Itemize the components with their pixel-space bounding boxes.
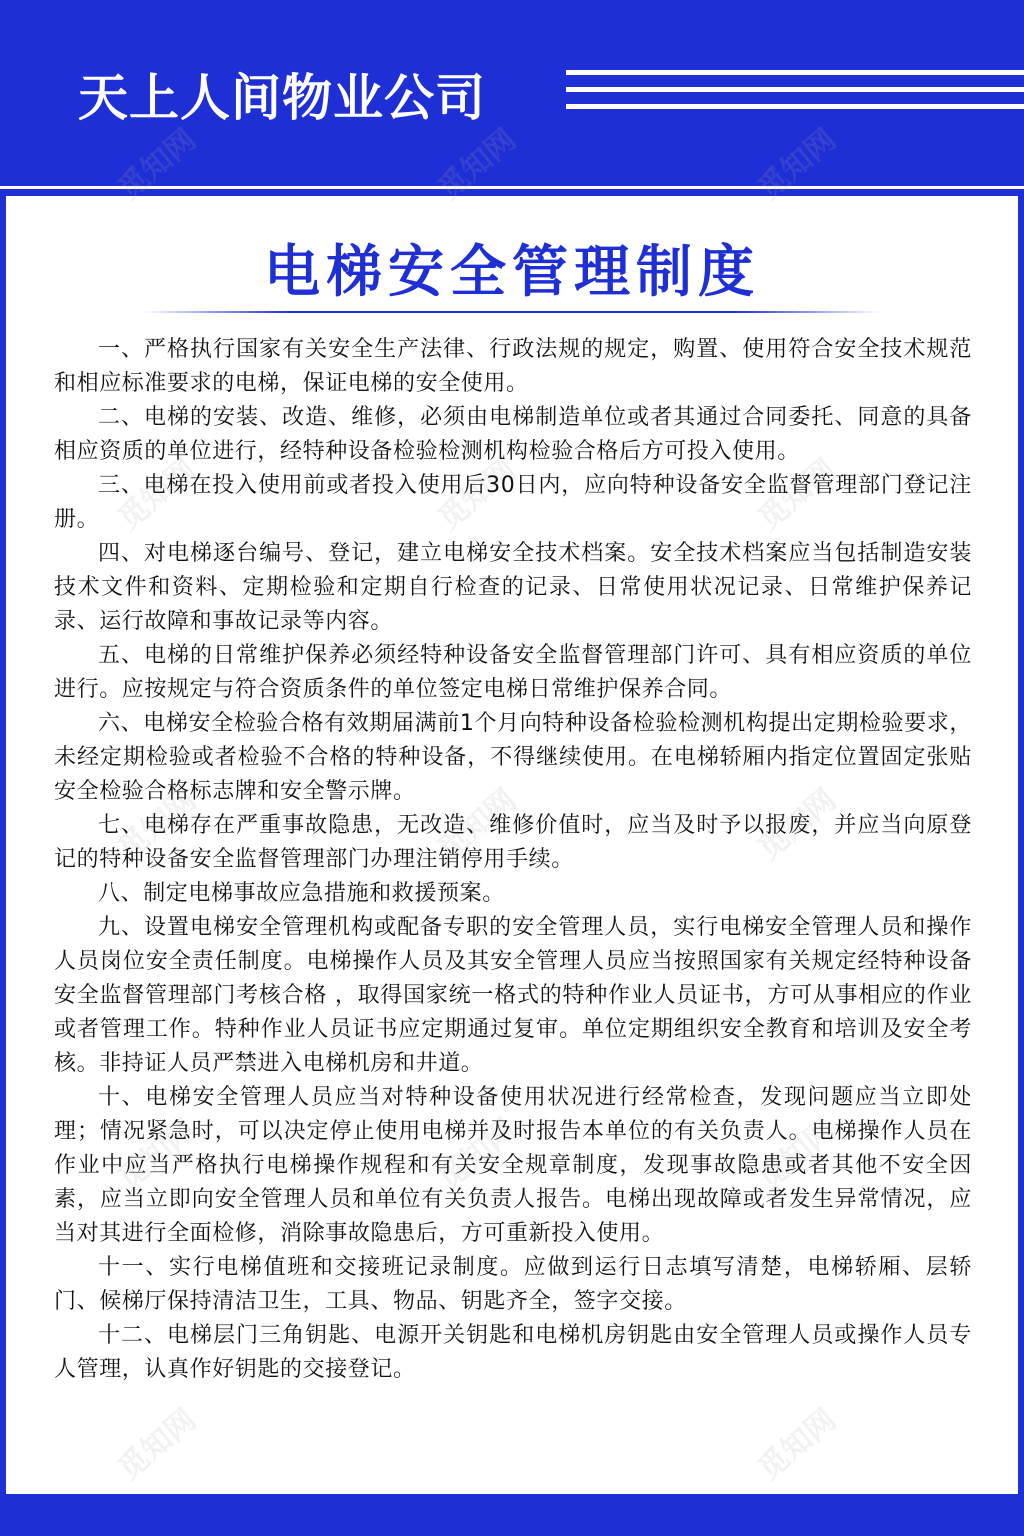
clause-4: 四、对电梯逐台编号、登记，建立电梯安全技术档案。安全技术档案应当包括制造安装技术文件和资料、定期检验和定期自行检查的记录、日常使用状况记录、日常维护保养记录、运行故障和事故记录等内容。: [54, 541, 972, 634]
clause-7: 七、电梯存在严重事故隐患，无改造、维修价值时，应当及时予以报废，并应当向原登记的特种设备安全监督管理部门办理注销停用手续。: [54, 813, 972, 872]
clause-1: 一、严格执行国家有关安全生产法律、行政法规的规定，购置、使用符合安全技术规范和相应标准要求的电梯，保证电梯的安全使用。: [54, 337, 972, 396]
watermark: 觅知网: [431, 452, 523, 538]
watermark: 觅知网: [111, 1112, 203, 1198]
frame-left: [0, 196, 6, 1496]
watermark: 觅知网: [431, 1112, 523, 1198]
clause-10: 十、电梯安全管理人员应当对特种设备使用状况进行经常检查，发现问题应当立即处理；情况紧急时，可以决定停止使用电梯并及时报告本单位的有关负责人。电梯操作人员在作业中应当严格执行电梯操作规程和有关安全规章制度，发现事故隐患或者其他不安全因素，应当立即向安全管理人员和单位有关负责人报告。电梯出现故障或者发生异常情况，应当对其进行全面检修，消除事故隐患后，方可重新投入使用。: [54, 1085, 972, 1246]
watermark: 觅知网: [111, 122, 203, 208]
company-name: 天上人间物业公司: [78, 69, 486, 127]
header-stripe: [566, 87, 1024, 92]
watermark: 觅知网: [751, 452, 843, 538]
title-underline: [142, 311, 882, 313]
clause-3: 三、电梯在投入使用前或者投入使用后30日内，应向特种设备安全监督管理部门登记注册。: [54, 473, 972, 532]
clause-2: 二、电梯的安装、改造、维修，必须由电梯制造单位或者其通过合同委托、同意的具备相应资质的单位进行，经特种设备检验检测机构检验合格后方可投入使用。: [54, 405, 972, 464]
watermark: 觅知网: [111, 452, 203, 538]
watermark: 觅知网: [431, 782, 523, 868]
watermark: 觅知网: [751, 1112, 843, 1198]
clause-5: 五、电梯的日常维护保养必须经特种设备安全监督管理部门许可、具有相应资质的单位进行。应按规定与符合资质条件的单位签定电梯日常维护保养合同。: [54, 643, 972, 702]
clause-8: 八、制定电梯事故应急措施和救援预案。: [98, 881, 505, 906]
watermark: 觅知网: [431, 122, 523, 208]
watermark: 觅知网: [111, 1402, 203, 1488]
watermark: 觅知网: [751, 122, 843, 208]
header-stripe: [566, 70, 1024, 75]
clause-12: 十二、电梯层门三角钥匙、电源开关钥匙和电梯机房钥匙由安全管理人员或操作人员专人管理，认真作好钥匙的交接登记。: [54, 1323, 972, 1382]
watermark: 觅知网: [111, 782, 203, 868]
watermark: 觅知网: [751, 782, 843, 868]
header-stripe: [566, 104, 1024, 109]
clause-11: 十一、实行电梯值班和交接班记录制度。应做到运行日志填写清楚，电梯轿厢、层轿门、候梯厅保持清洁卫生，工具、物品、钥匙齐全，签字交接。: [54, 1255, 972, 1314]
footer-band: [0, 1494, 1024, 1536]
watermark: 觅知网: [751, 1402, 843, 1488]
clause-9: 九、设置电梯安全管理机构或配备专职的安全管理人员，实行电梯安全管理人员和操作人员岗位安全责任制度。电梯操作人员及其安全管理人员应当按照国家有关规定经特种设备安全监督管理部门考核合格 ，取得国家统一格式的特种作业人员证书，方可从事相应的作业或者管理工作。特种作业人员证书应定期通过复审。单位定期组织安全教育和培训及安全考核。非持证人员严禁进入电梯机房和井道。: [54, 915, 972, 1076]
page-title: 电梯安全管理制度: [264, 240, 760, 305]
clause-6: 六、电梯安全检验合格有效期届满前1个月向特种设备检验检测机构提出定期检验要求，未经定期检验或者检验不合格的特种设备，不得继续使用。在电梯轿厢内指定位置固定张贴安全检验合格标志牌和安全警示牌。: [54, 711, 972, 804]
frame-right: [1018, 196, 1024, 1496]
regulation-body: [54, 333, 972, 1387]
